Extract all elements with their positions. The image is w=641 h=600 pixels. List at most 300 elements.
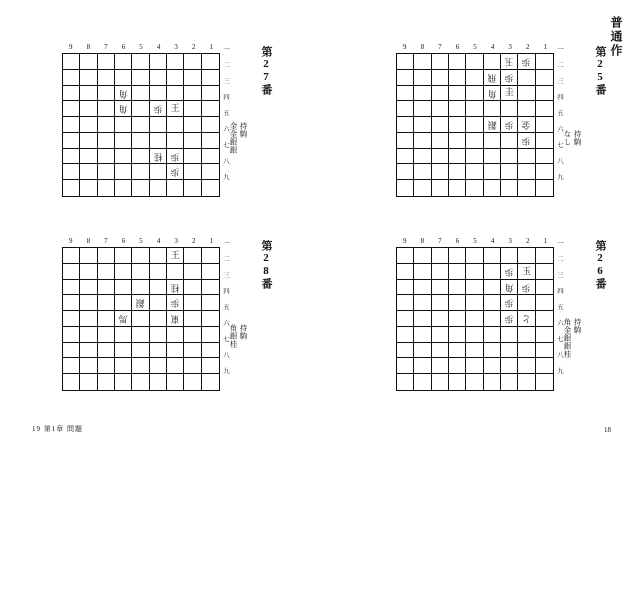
board-square[interactable] bbox=[484, 54, 501, 70]
shogi-piece[interactable]: 玉 bbox=[504, 56, 514, 67]
board-square[interactable] bbox=[432, 248, 449, 264]
board-square[interactable] bbox=[132, 133, 149, 149]
board-square[interactable] bbox=[132, 248, 149, 264]
board-square[interactable] bbox=[115, 117, 132, 133]
board-square[interactable] bbox=[63, 101, 80, 117]
shogi-piece[interactable]: 玉 bbox=[521, 265, 531, 276]
board-square[interactable] bbox=[132, 358, 149, 374]
board-square[interactable] bbox=[98, 248, 115, 264]
board-square[interactable] bbox=[80, 295, 97, 311]
shogi-piece[interactable]: 歩 bbox=[504, 72, 514, 83]
board-square[interactable] bbox=[132, 295, 149, 311]
board-square[interactable] bbox=[466, 248, 483, 264]
board-square[interactable] bbox=[202, 280, 219, 296]
board-square[interactable] bbox=[98, 54, 115, 70]
board-square[interactable] bbox=[449, 133, 466, 149]
board-square[interactable] bbox=[132, 54, 149, 70]
board-square[interactable] bbox=[202, 343, 219, 359]
board-square[interactable] bbox=[63, 280, 80, 296]
board-square[interactable] bbox=[501, 101, 518, 117]
board-square[interactable] bbox=[397, 248, 414, 264]
board-square[interactable] bbox=[202, 311, 219, 327]
board-square[interactable] bbox=[80, 280, 97, 296]
board-square[interactable] bbox=[414, 86, 431, 102]
board-square[interactable] bbox=[518, 311, 535, 327]
board-square[interactable] bbox=[414, 54, 431, 70]
board-square[interactable] bbox=[432, 358, 449, 374]
board-square[interactable] bbox=[132, 374, 149, 390]
board-square[interactable] bbox=[466, 374, 483, 390]
board-square[interactable] bbox=[518, 70, 535, 86]
board-square[interactable] bbox=[466, 149, 483, 165]
board-square[interactable] bbox=[484, 248, 501, 264]
board-square[interactable] bbox=[184, 358, 201, 374]
board-square[interactable] bbox=[414, 149, 431, 165]
board-square[interactable] bbox=[536, 164, 553, 180]
board-square[interactable] bbox=[501, 327, 518, 343]
board-square[interactable] bbox=[484, 374, 501, 390]
board-square[interactable] bbox=[414, 117, 431, 133]
board-square[interactable] bbox=[167, 180, 184, 196]
board-square[interactable] bbox=[397, 374, 414, 390]
shogi-piece[interactable]: 歩 bbox=[170, 167, 180, 178]
board-square[interactable] bbox=[150, 101, 167, 117]
board-square[interactable] bbox=[484, 343, 501, 359]
board-square[interactable] bbox=[414, 280, 431, 296]
board-square[interactable] bbox=[115, 164, 132, 180]
board-square[interactable] bbox=[115, 180, 132, 196]
board-square[interactable] bbox=[98, 70, 115, 86]
board-square[interactable] bbox=[80, 54, 97, 70]
board-square[interactable] bbox=[501, 248, 518, 264]
board-square[interactable] bbox=[501, 264, 518, 280]
board-square[interactable] bbox=[536, 86, 553, 102]
board-square[interactable] bbox=[184, 70, 201, 86]
board-square[interactable] bbox=[150, 343, 167, 359]
board-square[interactable] bbox=[449, 264, 466, 280]
board-square[interactable] bbox=[536, 180, 553, 196]
board-square[interactable] bbox=[397, 101, 414, 117]
board-square[interactable] bbox=[63, 133, 80, 149]
board-square[interactable] bbox=[63, 248, 80, 264]
board-square[interactable] bbox=[536, 54, 553, 70]
board-square[interactable] bbox=[80, 264, 97, 280]
board-square[interactable] bbox=[80, 374, 97, 390]
shogi-piece[interactable]: 馬 bbox=[118, 314, 128, 324]
board-square[interactable] bbox=[167, 248, 184, 264]
board-square[interactable] bbox=[397, 164, 414, 180]
shogi-piece[interactable]: 歩 bbox=[504, 120, 514, 130]
shogi-piece[interactable]: 角 bbox=[118, 104, 128, 115]
board-square[interactable] bbox=[80, 358, 97, 374]
board-square[interactable] bbox=[397, 180, 414, 196]
board-square[interactable] bbox=[449, 101, 466, 117]
board-square[interactable] bbox=[63, 343, 80, 359]
board-square[interactable] bbox=[536, 374, 553, 390]
board-square[interactable] bbox=[184, 343, 201, 359]
board-square[interactable] bbox=[115, 295, 132, 311]
board-square[interactable] bbox=[184, 54, 201, 70]
board-square[interactable] bbox=[536, 248, 553, 264]
board-square[interactable] bbox=[98, 180, 115, 196]
board-square[interactable] bbox=[184, 164, 201, 180]
board-square[interactable] bbox=[202, 180, 219, 196]
board-square[interactable] bbox=[484, 180, 501, 196]
shogi-piece[interactable]: 王 bbox=[170, 103, 180, 114]
shogi-piece[interactable]: 歩 bbox=[521, 135, 531, 146]
board-square[interactable] bbox=[484, 101, 501, 117]
board-square[interactable] bbox=[132, 117, 149, 133]
board-square[interactable] bbox=[184, 180, 201, 196]
board-square[interactable] bbox=[150, 70, 167, 86]
board-square[interactable] bbox=[80, 101, 97, 117]
board-square[interactable] bbox=[167, 54, 184, 70]
shogi-piece[interactable]: 歩 bbox=[504, 314, 514, 324]
board-square[interactable] bbox=[414, 101, 431, 117]
board-square[interactable] bbox=[536, 117, 553, 133]
board-square[interactable] bbox=[63, 374, 80, 390]
board-square[interactable] bbox=[115, 374, 132, 390]
board-square[interactable] bbox=[150, 327, 167, 343]
shogi-piece[interactable]: 桂 bbox=[153, 151, 163, 162]
board-square[interactable] bbox=[466, 117, 483, 133]
board-square[interactable] bbox=[80, 86, 97, 102]
board-square[interactable] bbox=[397, 343, 414, 359]
board-square[interactable] bbox=[432, 101, 449, 117]
board-square[interactable] bbox=[202, 101, 219, 117]
board-square[interactable] bbox=[63, 358, 80, 374]
board-square[interactable] bbox=[466, 54, 483, 70]
board-square[interactable] bbox=[184, 117, 201, 133]
board-square[interactable] bbox=[536, 311, 553, 327]
board-square[interactable] bbox=[432, 54, 449, 70]
board-square[interactable] bbox=[80, 133, 97, 149]
board-square[interactable] bbox=[98, 374, 115, 390]
board-square[interactable] bbox=[98, 101, 115, 117]
board-square[interactable] bbox=[63, 164, 80, 180]
board-square[interactable] bbox=[397, 264, 414, 280]
board-square[interactable] bbox=[150, 311, 167, 327]
board-square[interactable] bbox=[115, 358, 132, 374]
board-square[interactable] bbox=[202, 54, 219, 70]
board-square[interactable] bbox=[202, 133, 219, 149]
shogi-board[interactable] bbox=[62, 53, 220, 197]
board-square[interactable] bbox=[449, 149, 466, 165]
board-square[interactable] bbox=[536, 264, 553, 280]
shogi-piece[interactable]: 角 bbox=[504, 282, 514, 293]
board-square[interactable] bbox=[414, 248, 431, 264]
board-square[interactable] bbox=[501, 54, 518, 70]
board-square[interactable] bbox=[98, 280, 115, 296]
board-square[interactable] bbox=[202, 248, 219, 264]
board-square[interactable] bbox=[397, 311, 414, 327]
board-square[interactable] bbox=[466, 327, 483, 343]
board-square[interactable] bbox=[150, 180, 167, 196]
board-square[interactable] bbox=[414, 295, 431, 311]
board-square[interactable] bbox=[184, 264, 201, 280]
board-square[interactable] bbox=[432, 117, 449, 133]
board-square[interactable] bbox=[63, 327, 80, 343]
shogi-piece[interactable]: 歩 bbox=[504, 266, 514, 277]
board-square[interactable] bbox=[501, 358, 518, 374]
shogi-board[interactable] bbox=[396, 247, 554, 391]
board-square[interactable] bbox=[466, 280, 483, 296]
board-square[interactable] bbox=[63, 70, 80, 86]
board-square[interactable] bbox=[167, 86, 184, 102]
board-square[interactable] bbox=[397, 358, 414, 374]
board-square[interactable] bbox=[167, 133, 184, 149]
shogi-board[interactable] bbox=[62, 247, 220, 391]
board-square[interactable] bbox=[150, 133, 167, 149]
board-square[interactable] bbox=[536, 133, 553, 149]
board-square[interactable] bbox=[501, 343, 518, 359]
board-square[interactable] bbox=[466, 86, 483, 102]
board-square[interactable] bbox=[449, 311, 466, 327]
board-square[interactable] bbox=[150, 54, 167, 70]
board-square[interactable] bbox=[414, 343, 431, 359]
board-square[interactable] bbox=[63, 149, 80, 165]
board-square[interactable] bbox=[466, 358, 483, 374]
board-square[interactable] bbox=[501, 86, 518, 102]
board-square[interactable] bbox=[518, 264, 535, 280]
board-square[interactable] bbox=[501, 280, 518, 296]
board-square[interactable] bbox=[397, 117, 414, 133]
board-square[interactable] bbox=[167, 101, 184, 117]
board-square[interactable] bbox=[518, 117, 535, 133]
board-square[interactable] bbox=[150, 374, 167, 390]
board-square[interactable] bbox=[202, 374, 219, 390]
board-square[interactable] bbox=[484, 149, 501, 165]
board-square[interactable] bbox=[184, 280, 201, 296]
board-square[interactable] bbox=[536, 280, 553, 296]
board-square[interactable] bbox=[484, 280, 501, 296]
shogi-piece[interactable]: 角 bbox=[487, 88, 497, 99]
board-square[interactable] bbox=[167, 280, 184, 296]
board-square[interactable] bbox=[536, 70, 553, 86]
board-square[interactable] bbox=[501, 117, 518, 133]
board-square[interactable] bbox=[184, 311, 201, 327]
board-square[interactable] bbox=[397, 133, 414, 149]
shogi-piece[interactable]: 角 bbox=[118, 88, 128, 99]
board-square[interactable] bbox=[466, 343, 483, 359]
board-square[interactable] bbox=[167, 327, 184, 343]
board-square[interactable] bbox=[432, 149, 449, 165]
board-square[interactable] bbox=[202, 149, 219, 165]
board-square[interactable] bbox=[466, 164, 483, 180]
shogi-piece[interactable]: 歩 bbox=[170, 151, 180, 162]
board-square[interactable] bbox=[63, 117, 80, 133]
board-square[interactable] bbox=[80, 70, 97, 86]
board-square[interactable] bbox=[449, 86, 466, 102]
board-square[interactable] bbox=[63, 311, 80, 327]
board-square[interactable] bbox=[115, 327, 132, 343]
board-square[interactable] bbox=[432, 86, 449, 102]
board-square[interactable] bbox=[484, 133, 501, 149]
shogi-piece[interactable]: 歩 bbox=[504, 298, 514, 309]
board-square[interactable] bbox=[432, 264, 449, 280]
shogi-board[interactable] bbox=[396, 53, 554, 197]
board-square[interactable] bbox=[150, 248, 167, 264]
board-square[interactable] bbox=[466, 295, 483, 311]
board-square[interactable] bbox=[167, 295, 184, 311]
board-square[interactable] bbox=[132, 327, 149, 343]
board-square[interactable] bbox=[501, 149, 518, 165]
board-square[interactable] bbox=[518, 295, 535, 311]
board-square[interactable] bbox=[202, 164, 219, 180]
board-square[interactable] bbox=[184, 149, 201, 165]
board-square[interactable] bbox=[167, 117, 184, 133]
board-square[interactable] bbox=[132, 311, 149, 327]
shogi-piece[interactable]: 飛 bbox=[487, 72, 497, 83]
board-square[interactable] bbox=[432, 343, 449, 359]
board-square[interactable] bbox=[115, 149, 132, 165]
board-square[interactable] bbox=[115, 280, 132, 296]
board-square[interactable] bbox=[466, 70, 483, 86]
board-square[interactable] bbox=[432, 374, 449, 390]
shogi-piece[interactable]: 銀 bbox=[135, 298, 145, 309]
shogi-piece[interactable]: と bbox=[521, 314, 531, 324]
board-square[interactable] bbox=[518, 149, 535, 165]
board-square[interactable] bbox=[115, 264, 132, 280]
shogi-piece[interactable]: 歩 bbox=[170, 298, 180, 309]
shogi-piece[interactable]: 東 bbox=[170, 314, 180, 324]
board-square[interactable] bbox=[414, 358, 431, 374]
board-square[interactable] bbox=[414, 374, 431, 390]
board-square[interactable] bbox=[501, 164, 518, 180]
board-square[interactable] bbox=[518, 164, 535, 180]
board-square[interactable] bbox=[536, 358, 553, 374]
board-square[interactable] bbox=[432, 180, 449, 196]
board-square[interactable] bbox=[414, 70, 431, 86]
board-square[interactable] bbox=[150, 164, 167, 180]
board-square[interactable] bbox=[466, 101, 483, 117]
shogi-piece[interactable]: 歩 bbox=[521, 56, 531, 67]
board-square[interactable] bbox=[432, 280, 449, 296]
board-square[interactable] bbox=[501, 311, 518, 327]
board-square[interactable] bbox=[98, 358, 115, 374]
board-square[interactable] bbox=[115, 70, 132, 86]
shogi-piece[interactable]: 歩 bbox=[153, 104, 163, 115]
board-square[interactable] bbox=[63, 264, 80, 280]
board-square[interactable] bbox=[80, 117, 97, 133]
board-square[interactable] bbox=[115, 101, 132, 117]
board-square[interactable] bbox=[63, 86, 80, 102]
board-square[interactable] bbox=[518, 248, 535, 264]
board-square[interactable] bbox=[115, 343, 132, 359]
board-square[interactable] bbox=[518, 343, 535, 359]
board-square[interactable] bbox=[397, 280, 414, 296]
shogi-piece[interactable]: 圭 bbox=[504, 87, 514, 98]
board-square[interactable] bbox=[449, 180, 466, 196]
board-square[interactable] bbox=[98, 149, 115, 165]
board-square[interactable] bbox=[167, 70, 184, 86]
board-square[interactable] bbox=[518, 101, 535, 117]
board-square[interactable] bbox=[449, 248, 466, 264]
shogi-piece[interactable]: 歩 bbox=[521, 282, 531, 293]
shogi-piece[interactable]: 王 bbox=[170, 249, 180, 260]
board-square[interactable] bbox=[466, 311, 483, 327]
board-square[interactable] bbox=[167, 311, 184, 327]
board-square[interactable] bbox=[150, 358, 167, 374]
board-square[interactable] bbox=[80, 164, 97, 180]
board-square[interactable] bbox=[432, 164, 449, 180]
board-square[interactable] bbox=[518, 374, 535, 390]
board-square[interactable] bbox=[466, 133, 483, 149]
board-square[interactable] bbox=[98, 86, 115, 102]
board-square[interactable] bbox=[98, 327, 115, 343]
board-square[interactable] bbox=[202, 358, 219, 374]
board-square[interactable] bbox=[167, 149, 184, 165]
board-square[interactable] bbox=[484, 295, 501, 311]
board-square[interactable] bbox=[115, 86, 132, 102]
board-square[interactable] bbox=[150, 86, 167, 102]
board-square[interactable] bbox=[98, 311, 115, 327]
board-square[interactable] bbox=[536, 101, 553, 117]
board-square[interactable] bbox=[80, 327, 97, 343]
board-square[interactable] bbox=[484, 117, 501, 133]
board-square[interactable] bbox=[414, 164, 431, 180]
board-square[interactable] bbox=[536, 327, 553, 343]
board-square[interactable] bbox=[167, 264, 184, 280]
board-square[interactable] bbox=[63, 295, 80, 311]
board-square[interactable] bbox=[115, 133, 132, 149]
board-square[interactable] bbox=[518, 358, 535, 374]
shogi-piece[interactable]: 銀 bbox=[487, 120, 497, 130]
board-square[interactable] bbox=[449, 358, 466, 374]
board-square[interactable] bbox=[449, 70, 466, 86]
board-square[interactable] bbox=[518, 54, 535, 70]
board-square[interactable] bbox=[414, 133, 431, 149]
board-square[interactable] bbox=[63, 54, 80, 70]
board-square[interactable] bbox=[150, 264, 167, 280]
board-square[interactable] bbox=[484, 264, 501, 280]
board-square[interactable] bbox=[132, 149, 149, 165]
board-square[interactable] bbox=[501, 133, 518, 149]
board-square[interactable] bbox=[397, 70, 414, 86]
board-square[interactable] bbox=[167, 164, 184, 180]
board-square[interactable] bbox=[98, 117, 115, 133]
board-square[interactable] bbox=[115, 54, 132, 70]
board-square[interactable] bbox=[115, 311, 132, 327]
board-square[interactable] bbox=[397, 327, 414, 343]
board-square[interactable] bbox=[449, 164, 466, 180]
board-square[interactable] bbox=[132, 86, 149, 102]
board-square[interactable] bbox=[432, 133, 449, 149]
board-square[interactable] bbox=[167, 343, 184, 359]
board-square[interactable] bbox=[414, 264, 431, 280]
board-square[interactable] bbox=[449, 343, 466, 359]
board-square[interactable] bbox=[518, 280, 535, 296]
board-square[interactable] bbox=[132, 164, 149, 180]
board-square[interactable] bbox=[202, 264, 219, 280]
board-square[interactable] bbox=[449, 327, 466, 343]
board-square[interactable] bbox=[150, 117, 167, 133]
board-square[interactable] bbox=[466, 264, 483, 280]
board-square[interactable] bbox=[184, 133, 201, 149]
board-square[interactable] bbox=[184, 374, 201, 390]
board-square[interactable] bbox=[132, 280, 149, 296]
board-square[interactable] bbox=[484, 164, 501, 180]
board-square[interactable] bbox=[98, 164, 115, 180]
board-square[interactable] bbox=[167, 374, 184, 390]
board-square[interactable] bbox=[202, 117, 219, 133]
board-square[interactable] bbox=[150, 280, 167, 296]
board-square[interactable] bbox=[501, 374, 518, 390]
board-square[interactable] bbox=[397, 54, 414, 70]
board-square[interactable] bbox=[518, 133, 535, 149]
board-square[interactable] bbox=[449, 374, 466, 390]
board-square[interactable] bbox=[414, 327, 431, 343]
